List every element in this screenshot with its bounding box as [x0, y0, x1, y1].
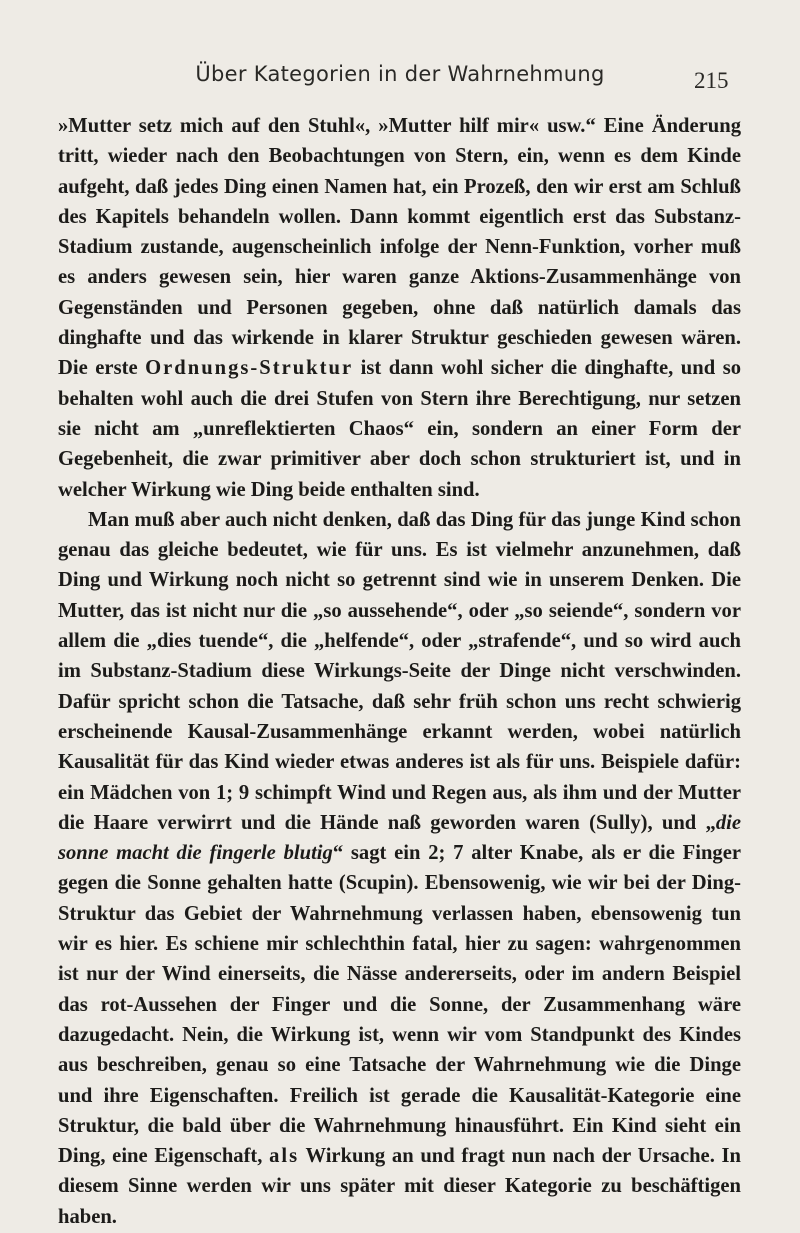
body-text [58, 111, 741, 1232]
page-number: 215 [694, 68, 729, 93]
text-segment: “ sagt ein 2; 7 alter Knabe, als er die Finger gegen die Sonne gehalten hatte (Scupin). Ebensowenig, wie wir bei der Ding-Struktur das Gebiet der Wahrnehmung verlassen haben, ebensowenig tun wir es hier. Es schiene mir schlechthin fatal, hier zu sagen: wahrgenommen ist nur der Wind einerseits, die Nässe andererseits, oder im andern Beispiel das rot-Aussehen der Finger und die Sonne, der Zusammenhang wäre dazugedacht. Nein, die Wirkung ist, wenn wir vom Standpunkt des Kindes aus beschreiben, genau so eine Tatsache der Wahrnehmung wie die Dinge und ihre Eigenschaften. Freilich ist gerade die Kausalität-Kategorie eine Struktur, die bald über die Wahrnehmung hinausführt. Ein Kind sieht ein Ding, eine Eigenschaft, [58, 842, 741, 1168]
text-segment: Wirkung an und fragt nun nach der Ursache. In diesem Sinne werden wir uns später mit dieser Kategorie zu beschäftigen haben. [58, 1145, 741, 1228]
paragraph-2 [58, 505, 741, 1232]
text-segment: Man muß aber auch nicht denken, daß das Ding für das junge Kind schon genau das gleiche bedeutet, wie für uns. Es ist vielmehr anzunehmen, daß Ding und Wirkung noch nicht so getrennt sind wie in unserem Denken. Die Mutter, das ist nicht nur die „so aussehende“, oder „so seiende“, sondern vor allem die „dies tuende“, die „helfende“, oder „strafende“, und so wird auch im Substanz-Stadium diese Wirkungs-Seite der Dinge nicht verschwinden. Dafür spricht schon die Tatsache, daß sehr früh schon uns recht schwierig erscheinende Kausal-Zusammenhänge erkannt werden, wobei natürlich Kausalität für das Kind wieder etwas anderes ist als für uns. Beispiele dafür: ein Mädchen von 1; 9 schimpft Wind und Regen aus, als ihm und der Mutter die Haare verwirrt und die Hände naß geworden waren (Sully), und „ [58, 508, 741, 834]
paragraph-1 [58, 111, 741, 505]
text-segment: ist dann wohl sicher die dinghafte, und so behalten wohl auch die drei Stufen von Stern ihre Berechtigung, nur setzen sie nicht am „unreflektierten Chaos“ ein, sondern an einer Form der Gegebenheit, die zwar primitiver aber doch schon strukturiert ist, und in welcher Wirkung wie Ding beide enthalten sind. [58, 357, 742, 501]
emphasis-spaced: Ordnungs-Struktur [145, 357, 354, 380]
quotation-italic: die sonne macht die fingerle blutig [58, 811, 741, 865]
text-segment: »Mutter setz mich auf den Stuhl«, »Mutter hilf mir« usw.“ Eine Änderung tritt, wieder nach den Beobachtungen von Stern, ein, wenn es dem Kinde aufgeht, daß jedes Ding einen Namen hat, ein Prozeß, den wir erst am Schluß des Kapitels behandeln wollen. Dann kommt eigentlich erst das Substanz-Stadium zustande, augenscheinlich infolge der Nenn-Funktion, vorher muß es anders gewesen sein, hier waren ganze Aktions-Zusammenhänge von Gegenständen und Personen gegeben, ohne daß natürlich damals das dinghafte und das wirkende in klarer Struktur geschieden gewesen wären. Die erste [58, 115, 741, 380]
running-head [0, 62, 800, 102]
running-title: Über Kategorien in der Wahrnehmung [195, 62, 605, 86]
emphasis-spaced: als [269, 1145, 300, 1168]
